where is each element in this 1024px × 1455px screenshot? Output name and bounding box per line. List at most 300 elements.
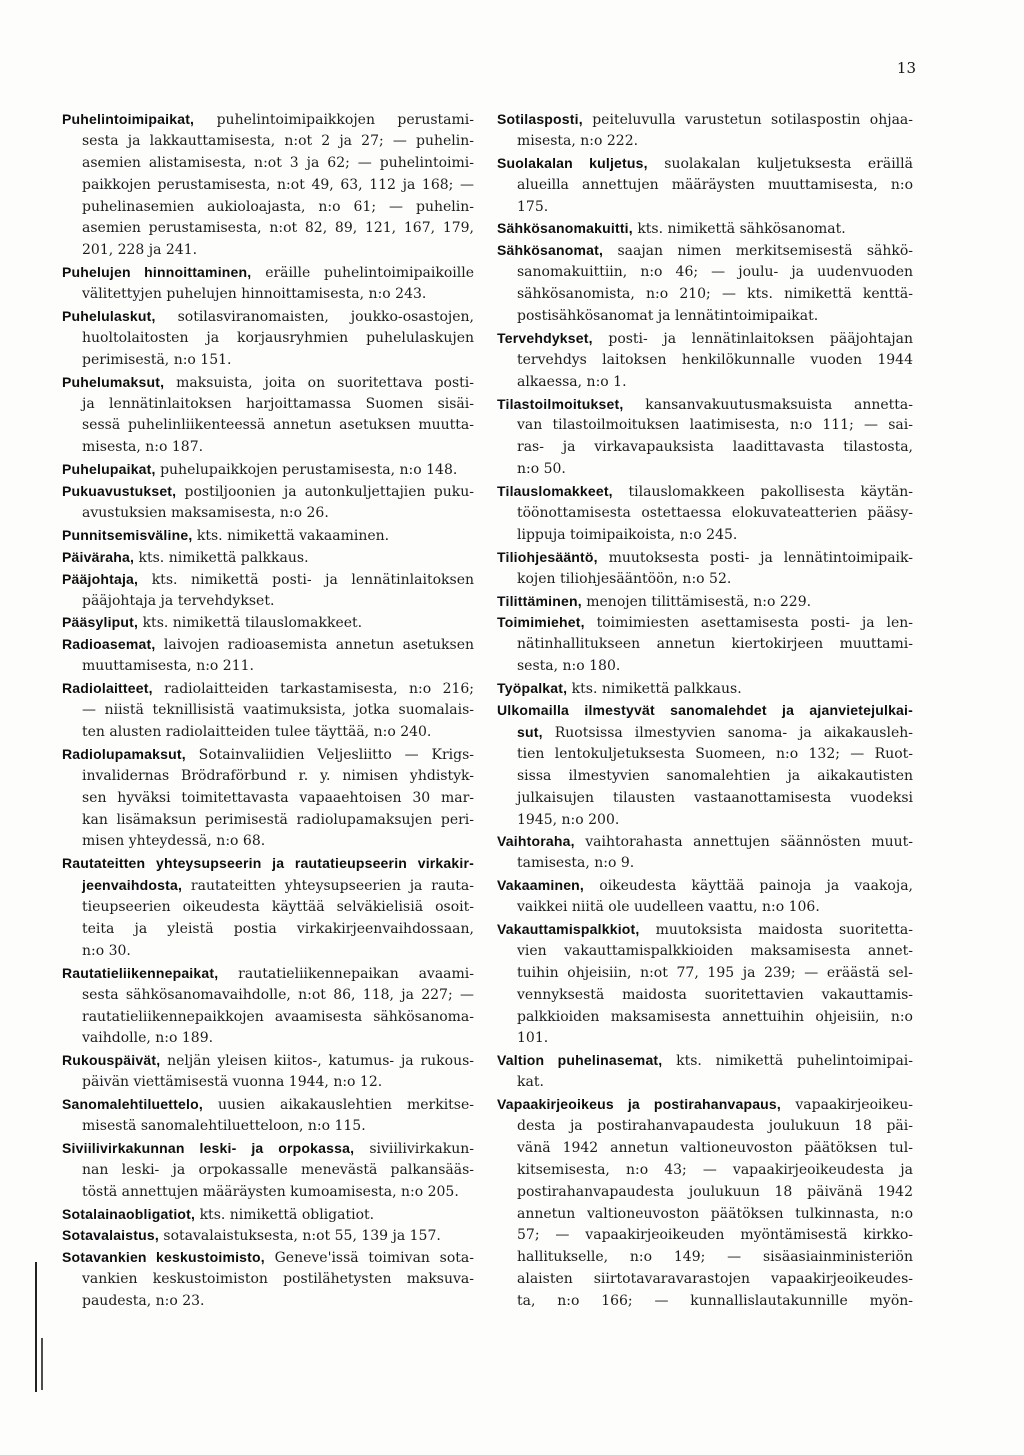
line-content	[62, 1050, 474, 1073]
entry-text: sotavalaistuksesta, n:ot 55, 139 ja 157.	[163, 1228, 441, 1245]
entry-text: kts. nimikettä palkkaus.	[138, 549, 309, 566]
entry-headword: Sotavankien keskustoimisto,	[62, 1249, 265, 1266]
line-content	[517, 722, 913, 745]
index-entry	[497, 678, 913, 700]
entry-headword: Tilauslomakkeet,	[497, 483, 613, 500]
entry-first-line	[62, 963, 474, 985]
line-content	[517, 197, 548, 219]
entry-text: lippuja toimipaikoista, n:o 245.	[517, 526, 738, 543]
index-entry	[497, 591, 913, 613]
entry-line	[82, 1116, 474, 1138]
index-entry	[497, 1050, 913, 1094]
entry-text: töönottamisesta ostettaessa elokuvateatterien pääsy-	[517, 505, 913, 522]
entry-line	[517, 941, 913, 963]
line-content	[82, 897, 474, 919]
line-content	[517, 963, 913, 985]
entry-headword: Sotavalaistus,	[62, 1227, 159, 1244]
entry-first-line	[62, 1204, 474, 1226]
entry-text: kts. nimikettä vakaaminen.	[196, 527, 390, 544]
index-entry	[62, 612, 474, 634]
entry-text: oikeudesta käyttää painoja ja vaakoja,	[599, 878, 913, 895]
entry-line	[517, 372, 913, 394]
line-content	[497, 591, 811, 614]
entry-text: sen hyväksi toimitettavasta vapaaehtoisen 30 mar-	[82, 789, 474, 806]
entry-text: postisähkösanomat ja lennätintoimipaikat.	[517, 308, 819, 325]
entry-text: vaihdolle, n:o 189.	[82, 1030, 214, 1047]
entry-text: vapaakirjeoikeu-	[795, 1097, 914, 1114]
entry-text: kts. nimikettä sähkösanomat.	[637, 221, 846, 238]
entry-line	[517, 897, 913, 919]
entry-headword: Rautatieliikennepaikat,	[62, 964, 219, 981]
entry-line	[82, 131, 474, 153]
entry-text: ja lennätinlaitoksen harjoittamassa Suomen sisäi-	[82, 395, 474, 412]
entry-line	[82, 503, 474, 525]
entry-first-line	[62, 569, 474, 591]
entry-headword: Toimimiehet,	[497, 614, 585, 631]
entry-line	[82, 1007, 474, 1029]
entry-text: saajan nimen merkitsemisestä sähkö-	[617, 243, 914, 260]
entry-first-line	[497, 1050, 913, 1072]
entry-line	[82, 591, 474, 613]
index-entry	[62, 569, 474, 613]
entry-first-line	[497, 328, 913, 350]
line-content	[82, 503, 329, 525]
entry-text: sesta sähkösanomavaihdolle, n:ot 86, 118, ja 227; —	[82, 986, 474, 1003]
line-content	[497, 481, 913, 504]
entry-line	[82, 897, 474, 919]
entry-text: Sotainvaliidien Veljesliitto — Krigs-	[198, 746, 474, 763]
entry-text: eräille puhelintoimipaikoille	[265, 265, 475, 282]
line-content	[62, 459, 457, 482]
entry-line	[517, 963, 913, 985]
index-entry	[62, 109, 474, 262]
entry-text: muutoksista maidosta suoritetta-	[655, 921, 913, 938]
entry-line	[82, 175, 474, 197]
line-content	[517, 788, 913, 810]
entry-headword: jeenvaihdosta,	[82, 877, 183, 894]
entry-text: päivän viettämisestä vuonna 1944, n:o 12.	[82, 1074, 383, 1091]
entry-line	[517, 1072, 913, 1094]
entry-first-line	[497, 875, 913, 897]
line-content	[62, 963, 474, 986]
page-number: 13	[896, 59, 916, 77]
index-column-left	[62, 109, 474, 1313]
line-content	[517, 941, 913, 963]
entry-text: hallitukselle, n:o 149; — sisäasiainministeriön	[517, 1249, 913, 1266]
index-entry	[62, 853, 474, 962]
entry-headword: Puhelujen hinnoittaminen,	[62, 264, 252, 281]
entry-first-line	[62, 1050, 474, 1072]
index-entry	[62, 1204, 474, 1226]
entry-headword: Rautateitten yhteysupseerin ja rautatieupseerin virkakir-	[62, 855, 474, 872]
line-content	[517, 1007, 913, 1029]
entry-headword: Siviilivirkakunnan leski- ja orpokassa,	[62, 1139, 355, 1156]
entry-text: tieupseerien oikeudesta käyttää selväkielisiä osoit-	[82, 899, 474, 916]
line-content	[517, 1204, 913, 1226]
index-entry	[497, 547, 913, 591]
entry-text: tilauslomakkeen pakollisesta käytän-	[628, 484, 914, 501]
entry-first-line	[497, 218, 913, 240]
line-content	[497, 700, 913, 723]
line-content	[62, 1204, 374, 1227]
line-content	[62, 109, 474, 132]
entry-headword: Työpalkat,	[497, 680, 568, 697]
entry-text: kts. nimikettä posti- ja lennätinlaitoksen	[151, 571, 474, 588]
entry-first-line	[62, 109, 474, 131]
entry-text: Geneve'issä toimivan sota-	[274, 1250, 474, 1267]
line-content	[497, 831, 913, 854]
entry-text: asemien perustamisesta, n:ot 82, 89, 121, 167, 179,	[82, 220, 474, 237]
index-entry	[62, 1094, 474, 1138]
entry-line	[517, 1138, 913, 1160]
index-entry	[62, 459, 474, 481]
entry-headword: Tilittäminen,	[497, 592, 582, 609]
index-entry	[62, 963, 474, 1051]
index-entry	[62, 306, 474, 372]
entry-first-line	[62, 306, 474, 328]
entry-text: huoltolaitosten ja korjausryhmien puhelulaskujen	[82, 329, 474, 346]
entry-text: tien lentokuljetuksesta Suomeen, n:o 132; — Ruot-	[517, 745, 913, 762]
entry-line	[517, 1028, 913, 1050]
entry-text: töstä annettujen määräysten kumoamisesta, n:o 205.	[82, 1183, 459, 1200]
entry-text: 175.	[517, 198, 549, 215]
entry-text: laivojen radioasemista annetun asetuksen	[163, 637, 474, 654]
line-content	[497, 547, 913, 570]
index-entry	[497, 1094, 913, 1313]
entry-line	[82, 1072, 474, 1094]
line-content	[517, 306, 818, 328]
entry-first-line	[62, 678, 474, 700]
entry-headword: Sotalainaobligatiot,	[62, 1205, 196, 1222]
entry-line	[82, 919, 474, 941]
entry-text: — niistä teknillisistä vaatimuksista, jotka suomalais-	[82, 702, 474, 719]
entry-text: asemien alistamisesta, n:ot 3 ja 62; — puhelintoimi-	[82, 154, 474, 171]
entry-line	[517, 525, 913, 547]
entry-text: n:o 50.	[517, 461, 566, 478]
entry-text: kts. nimikettä tilauslomakkeet.	[142, 615, 363, 632]
line-content	[497, 875, 913, 898]
line-content	[517, 372, 627, 394]
entry-text: kansanvakuutusmaksuista annetta-	[645, 396, 913, 413]
index-entry	[497, 481, 913, 547]
entry-headword: Valtion puhelinasemat,	[497, 1052, 663, 1069]
line-content	[517, 656, 620, 678]
entry-line	[82, 218, 474, 240]
entry-text: alaisten siirtotavaravarastojen vapaakirjeoikeudes-	[517, 1271, 913, 1288]
entry-line	[82, 810, 474, 832]
entry-first-line	[497, 678, 913, 700]
index-entry	[62, 547, 474, 569]
entry-text: radiolaitteiden tarkastamisesta, n:o 216;	[164, 681, 475, 698]
entry-text: postiljoonien ja autonkuljettajien puku-	[184, 484, 474, 501]
entry-first-line	[497, 700, 913, 722]
entry-text: sotilasviranomaisten, joukko-osastojen,	[177, 309, 474, 326]
line-content	[62, 569, 474, 592]
entry-text: alkaessa, n:o 1.	[517, 373, 627, 390]
entry-text: uusien aikakauslehtien merkitse-	[217, 1097, 475, 1114]
entry-line	[82, 941, 474, 963]
line-content	[517, 1072, 544, 1094]
line-content	[517, 1225, 913, 1247]
entry-text: ten alusten radiolaitteiden tulee täyttää, n:o 240.	[82, 723, 432, 740]
line-content	[62, 1225, 441, 1248]
entry-headword: Tilastoilmoitukset,	[497, 395, 624, 412]
line-content	[517, 284, 913, 306]
entry-first-line	[62, 262, 474, 284]
entry-headword: Radioasemat,	[62, 636, 156, 653]
line-content	[497, 328, 913, 351]
entry-line	[517, 1116, 913, 1138]
entry-line	[517, 1182, 913, 1204]
line-content	[517, 262, 913, 284]
entry-text: kojen tiliohjesääntöön, n:o 52.	[517, 570, 732, 587]
index-column-right	[497, 109, 913, 1313]
entry-text: ta, n:o 166; — kunnallislautakunnille myön-	[517, 1293, 913, 1310]
entry-line	[517, 788, 913, 810]
entry-text: annetun valtioneuvoston päätöksen tulkinnasta, n:o	[517, 1205, 913, 1222]
line-content	[517, 1182, 913, 1204]
index-entry	[497, 831, 913, 875]
entry-text: sähkösanomista, n:o 210; — kts. nimikettä kenttä-	[517, 286, 913, 303]
line-content	[62, 853, 474, 876]
line-content	[82, 197, 474, 219]
entry-text: välitettyjen puhelujen hinnoittamisesta, n:o 243.	[82, 286, 427, 303]
index-entry	[497, 394, 913, 482]
entry-first-line	[62, 1138, 474, 1160]
line-content	[82, 1007, 474, 1029]
entry-headword: Punnitsemisväline,	[62, 526, 193, 543]
entry-headword: Radiolupamaksut,	[62, 745, 186, 762]
entry-headword: Sanomalehtiluettelo,	[62, 1096, 203, 1113]
entry-text: ras- ja virkavapauksista laadittavasta tilastosta,	[517, 439, 913, 456]
entry-text: rautatieliikennepaikkojen avaamisesta sähkösanoma-	[82, 1008, 474, 1025]
entry-first-line	[497, 153, 913, 175]
entry-line	[82, 1160, 474, 1182]
entry-text: muuttamisesta, n:o 211.	[82, 658, 254, 675]
index-entry	[497, 700, 913, 831]
entry-text: Ruotsissa ilmestyvien sanoma- ja aikakausleh-	[554, 724, 914, 741]
line-content	[62, 1138, 474, 1161]
entry-line	[82, 1182, 474, 1204]
entry-line	[82, 788, 474, 810]
entry-line	[82, 153, 474, 175]
entry-text: toimimiesten asettamisesta posti- ja len-	[596, 615, 913, 632]
line-content	[82, 766, 474, 788]
line-content	[497, 678, 742, 701]
entry-first-line	[62, 744, 474, 766]
line-content	[62, 262, 474, 285]
index-entry	[497, 109, 913, 153]
line-content	[82, 218, 474, 240]
line-content	[62, 1094, 474, 1117]
entry-headword: Tervehdykset,	[497, 329, 593, 346]
line-content	[517, 350, 913, 372]
entry-line	[517, 262, 913, 284]
entry-text: sesta, n:o 180.	[517, 658, 621, 675]
entry-text: vankien keskustoimiston postilähetysten maksuva-	[82, 1271, 474, 1288]
line-content	[82, 591, 274, 613]
line-content	[82, 153, 474, 175]
entry-first-line	[62, 1225, 474, 1247]
entry-text: sesta ja lakkauttamisesta, n:ot 2 ja 27; — puhelin-	[82, 132, 474, 149]
entry-text: vaihtorahasta annettujen säännösten muut-	[585, 834, 913, 851]
entry-text: n:o 30.	[82, 942, 131, 959]
line-content	[82, 1116, 366, 1138]
entry-text: perimisestä, n:o 151.	[82, 351, 232, 368]
entry-line	[82, 985, 474, 1007]
entry-line	[517, 1291, 913, 1313]
index-entry	[62, 1225, 474, 1247]
index-entry	[62, 1050, 474, 1094]
entry-first-line	[497, 919, 913, 941]
line-content	[62, 306, 474, 329]
entry-line	[517, 569, 913, 591]
index-entry	[62, 481, 474, 525]
line-content	[82, 328, 474, 350]
line-content	[62, 678, 474, 701]
entry-first-line	[62, 372, 474, 394]
entry-text: menojen tilittämisestä, n:o 229.	[586, 593, 812, 610]
entry-text: nätinhallitukseen annetun kiertokirjeen muuttami-	[517, 636, 913, 653]
line-content	[517, 1247, 913, 1269]
index-entry	[62, 634, 474, 678]
entry-line	[82, 197, 474, 219]
entry-text: 101.	[517, 1030, 549, 1047]
index-entry	[62, 372, 474, 460]
entry-headword: Sähkösanomakuitti,	[497, 220, 633, 237]
line-content	[62, 525, 389, 548]
entry-text: neljän yleisen kiitos-, katumus- ja rukous-	[167, 1053, 475, 1070]
line-content	[517, 525, 737, 547]
entry-headword: Vapaakirjeoikeus ja postirahanvapaus,	[497, 1096, 782, 1113]
index-entry	[497, 328, 913, 394]
entry-text: kat.	[517, 1074, 544, 1091]
entry-line	[82, 394, 474, 416]
entry-line	[82, 350, 474, 372]
entry-headword: Suolakalan kuljetus,	[497, 154, 648, 171]
entry-text: misesta, n:o 187.	[82, 439, 204, 456]
entry-line	[82, 1291, 474, 1313]
entry-text: vien vakauttamispalkkioiden maksamisesta annet-	[517, 942, 913, 959]
line-content	[497, 394, 913, 417]
entry-text: tervehdys laitoksen henkilökunnalle vuoden 1944	[517, 351, 913, 368]
entry-line	[517, 744, 913, 766]
entry-line	[82, 437, 474, 459]
entry-first-line	[62, 525, 474, 547]
entry-text: tamisesta, n:o 9.	[517, 855, 635, 872]
entry-text: avustuksien maksamisesta, n:o 26.	[82, 505, 329, 522]
entry-text: paikkojen perustamisesta, n:ot 49, 63, 112 ja 168; —	[82, 176, 474, 193]
line-content	[517, 569, 731, 591]
entry-line	[517, 503, 913, 525]
entry-line	[517, 1269, 913, 1291]
line-content	[82, 437, 203, 459]
entry-text: postirahanvapaudesta joulukuun 18 päivänä 1942	[517, 1183, 913, 1200]
line-content	[497, 1050, 913, 1073]
index-entry	[497, 240, 913, 328]
index-entry	[62, 1138, 474, 1204]
entry-first-line	[62, 547, 474, 569]
entry-text: desta ja postirahanvapaudesta joulukuun 18 päi-	[517, 1117, 913, 1134]
entry-text: teita ja yleistä postia virkakirjeenvaihdossaan,	[82, 920, 474, 937]
entry-text: 201, 228 ja 241.	[82, 242, 198, 259]
entry-text: invalidernas Brödraförbund r. y. nimisen yhdistyk-	[82, 767, 474, 784]
entry-first-line	[497, 612, 913, 634]
index-entry	[62, 1247, 474, 1313]
entry-line	[517, 197, 913, 219]
entry-text: kan lisämaksun perimisestä radiolupamaksujen peri-	[82, 811, 474, 828]
scan-edge-mark	[35, 1262, 37, 1392]
line-content	[517, 1160, 913, 1182]
entry-text: rautateitten yhteysupseerien ja rauta-	[190, 878, 475, 895]
line-content	[517, 1291, 913, 1313]
line-content	[82, 875, 474, 898]
entry-text: alueilla annettujen määräysten muuttamisesta, n:o	[517, 176, 913, 193]
entry-headword: Sotilasposti,	[497, 111, 583, 127]
entry-line	[517, 175, 913, 197]
index-entry	[497, 875, 913, 919]
entry-text: 57; — vapaakirjeoikeuden myöntämisestä kirkko-	[517, 1227, 913, 1244]
line-content	[82, 415, 474, 437]
entry-headword: Pääjohtaja,	[62, 570, 139, 587]
line-content	[82, 1028, 213, 1050]
entry-line	[517, 1160, 913, 1182]
entry-text: maksuista, joita on suoritettava posti-	[176, 374, 475, 391]
line-content	[517, 459, 566, 481]
line-content	[82, 1291, 205, 1313]
index-entry	[62, 262, 474, 306]
entry-text: vaikkei niitä ole uudelleen vaattu, n:o 106.	[517, 899, 820, 916]
entry-line	[82, 415, 474, 437]
scan-edge-mark	[41, 1338, 43, 1390]
index-entry	[497, 218, 913, 240]
entry-first-line	[497, 109, 913, 131]
entry-first-line	[62, 1247, 474, 1269]
line-content	[82, 394, 474, 416]
entry-line	[82, 1269, 474, 1291]
entry-first-line	[62, 459, 474, 481]
line-content	[82, 1072, 382, 1094]
line-content	[62, 481, 474, 504]
entry-line	[517, 1225, 913, 1247]
entry-text: rautatieliikennepaikan avaami-	[238, 965, 475, 982]
line-content	[497, 612, 913, 635]
entry-first-line	[497, 240, 913, 262]
entry-line	[82, 766, 474, 788]
entry-line	[517, 853, 913, 875]
line-content	[82, 700, 474, 722]
entry-line	[82, 284, 474, 306]
line-content	[62, 744, 474, 767]
line-content	[517, 1138, 913, 1160]
entry-first-line	[497, 1094, 913, 1116]
entry-headword: Sähkösanomat,	[497, 242, 604, 259]
entry-text: sissa ilmestyvien sanomalehtien ja aikakautisten	[517, 767, 913, 784]
entry-text: posti- ja lennätinlaitoksen pääjohtajan	[608, 330, 914, 347]
line-content	[82, 810, 474, 832]
line-content	[82, 985, 474, 1007]
line-content	[517, 1269, 913, 1291]
entry-line	[517, 1204, 913, 1226]
line-content	[62, 634, 474, 657]
entry-line	[82, 656, 474, 678]
entry-text: kitsemisesta, n:o 43; — vapaakirjeoikeudesta ja	[517, 1161, 913, 1178]
entry-line	[82, 875, 474, 897]
line-content	[497, 218, 846, 241]
line-content	[497, 919, 913, 942]
line-content	[82, 131, 474, 153]
entry-line	[82, 831, 474, 853]
